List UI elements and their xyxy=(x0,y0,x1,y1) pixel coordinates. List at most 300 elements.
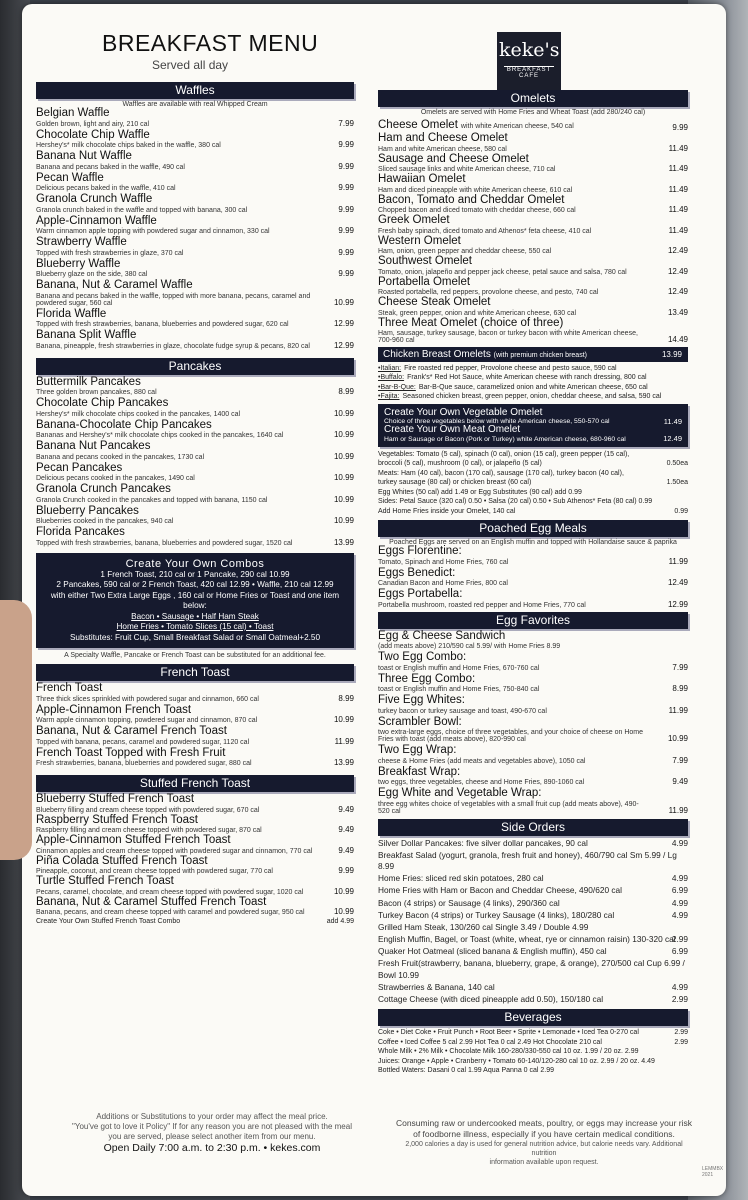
item-desc: Topped with fresh strawberries in glaze, 370 cal xyxy=(36,249,184,257)
item-name: Granola Crunch Waffle xyxy=(36,193,153,205)
chicken-kind: •Bar-B-Que: xyxy=(378,383,416,391)
chicken-line xyxy=(378,364,688,373)
menu-item xyxy=(378,215,688,235)
menu-subtitle: Served all day xyxy=(152,58,229,72)
menu-item xyxy=(378,674,688,694)
menu-item xyxy=(36,173,354,193)
combos-line: Bacon • Sausage • Half Ham Steak xyxy=(131,611,259,621)
item-desc: Blueberry glaze on the side, 380 cal xyxy=(36,271,148,278)
line-text: Whole Milk • 2% Milk • Chocolate Milk 160-280/330-550 cal 10 oz. 1.99 / 20 oz. 2.99 xyxy=(378,1048,639,1056)
item-desc: Topped with fresh strawberries, banana, blueberries and powdered sugar, 1520 cal xyxy=(36,539,293,547)
item-name: Banana-Chocolate Chip Pancakes xyxy=(36,418,212,431)
item-name: Eggs Portabella: xyxy=(378,588,463,601)
menu-item xyxy=(378,589,688,609)
line-price: 4.99 xyxy=(671,837,688,848)
waffles-note: Waffles are available with real Whipped Cream xyxy=(122,101,268,108)
item-name: Two Egg Combo: xyxy=(378,651,467,664)
item-price: 9.99 xyxy=(672,123,688,132)
item-desc: Warm cinnamon apple topping with powdered sugar and cinnamon, 330 cal xyxy=(36,228,270,235)
item-price: 12.49 xyxy=(667,578,688,588)
item-price: 10.99 xyxy=(667,734,688,744)
hand xyxy=(0,600,32,860)
combos-line: Home Fries • Tomato Slices (15 cal) • Toast xyxy=(116,622,274,631)
list-line xyxy=(378,910,688,921)
item-desc: Golden brown, light and airy, 210 cal xyxy=(36,120,150,128)
item-name: Strawberry Waffle xyxy=(36,236,127,248)
list-line xyxy=(378,450,688,459)
item-desc: turkey bacon or turkey sausage and toast, 490-670 cal xyxy=(378,707,547,715)
item-price: 11.49 xyxy=(668,205,688,214)
item-desc: Sliced sausage links and white American cheese, 710 cal xyxy=(378,166,556,173)
item-name: Banana, Nut & Caramel Waffle xyxy=(36,279,193,291)
menu-title: BREAKFAST MENU xyxy=(102,30,319,56)
item-name: Western Omelet xyxy=(378,234,461,247)
menu-item xyxy=(36,815,354,835)
item-name: Blueberry Stuffed French Toast xyxy=(36,793,195,805)
item-desc: Granola Crunch cooked in the pancakes and topped with banana, 1150 cal xyxy=(36,496,268,504)
line-text: Egg Whites (50 cal) add 1.49 or Egg Substitutes (90 cal) add 0.99 xyxy=(378,488,582,496)
logo-subtitle: BREAKFAST CAFE xyxy=(504,66,554,79)
item-price: 11.49 xyxy=(668,164,688,173)
item-desc: Banana, pecans, and cream cheese topped with caramel and powdered sugar, 950 cal xyxy=(36,909,305,916)
item-name: Breakfast Wrap: xyxy=(378,765,461,778)
menu-item xyxy=(36,259,354,279)
item-desc: Ham and white American cheese, 580 cal xyxy=(378,145,507,153)
item-price: 10.99 xyxy=(333,430,354,439)
list-line xyxy=(378,982,688,993)
chicken-line xyxy=(378,383,688,392)
item-price: 9.99 xyxy=(338,161,354,171)
menu-item xyxy=(36,856,354,876)
list-line xyxy=(378,994,688,1005)
menu-item xyxy=(378,195,688,215)
line-text: Grilled Ham Steak, 130/260 cal Single 3.49 / Double 4.99 xyxy=(378,921,589,932)
line-text: Silver Dollar Pancakes: five silver dollar pancakes, 90 cal xyxy=(378,837,588,848)
list-line xyxy=(378,507,688,516)
menu-item xyxy=(36,506,354,526)
menu-item xyxy=(378,277,688,297)
create-omelet-desc: Ham or Sausage or Bacon (Pork or Turkey) white American cheese, 680-960 cal xyxy=(384,435,626,443)
line-price: 6.99 xyxy=(671,885,688,896)
item-price: 10.99 xyxy=(333,886,354,896)
item-name: Egg White and Vegetable Wrap: xyxy=(378,787,542,800)
item-name: Egg & Cheese Sandwich xyxy=(378,629,506,642)
item-desc: two extra-large eggs, choice of three vegetables, and your choice of cheese on Home Fries with toast (add meats above), 820-990 cal xyxy=(378,729,643,744)
item-desc: Bananas and Hershey's* milk chocolate chips cooked in the pancakes, 1640 cal xyxy=(36,432,284,439)
item-desc: Cinnamon apples and cream cheese topped with powdered sugar and cinnamon, 770 cal xyxy=(36,847,313,855)
item-desc: Hershey's* milk chocolate chips baked in the waffle, 380 cal xyxy=(36,142,221,149)
line-text: Home Fries with Ham or Bacon and Cheddar Cheese, 490/620 cal xyxy=(378,885,622,896)
list-line xyxy=(378,898,688,909)
item-desc: toast or English muffin and Home Fries, 750-840 cal xyxy=(378,686,540,694)
menu-item xyxy=(36,484,354,504)
item-desc: Roasted portabella, red peppers, provolone cheese, and pesto, 740 cal xyxy=(378,289,599,296)
section-header-french-toast: French Toast xyxy=(36,664,354,681)
line-text: turkey sausage (80 cal) or chicken breast (60 cal) xyxy=(378,479,532,487)
create-omelet-desc: Choice of three vegetables below with white American cheese, 550-570 cal xyxy=(384,418,610,426)
list-line xyxy=(378,885,688,896)
item-price: 10.99 xyxy=(333,297,354,307)
line-text: Meats: Ham (40 cal), bacon (170 cal), sausage (170 cal), turkey bacon (40 cal), xyxy=(378,469,624,477)
item-price: 9.99 xyxy=(338,269,354,278)
item-name: French Toast Topped with Fresh Fruit xyxy=(36,746,226,759)
menu-item xyxy=(36,130,354,150)
list-line xyxy=(378,1038,688,1047)
line-price: 2.99 xyxy=(671,994,688,1004)
list-line xyxy=(378,958,688,980)
menu-item xyxy=(378,297,688,317)
item-desc: (add meats above) 210/590 cal 5.99/ with Home Fries 8.99 xyxy=(378,643,561,651)
item-desc: Delicious pecans cooked in the pancakes, 1490 cal xyxy=(36,475,195,482)
chicken-desc: Frank's* Red Hot Sauce, white American cheese with ranch dressing, 800 cal xyxy=(407,374,647,382)
kekes-logo xyxy=(497,32,561,90)
line-price: 1.50ea xyxy=(666,479,688,487)
item-name: Pecan Pancakes xyxy=(36,461,123,474)
menu-item xyxy=(378,745,688,765)
chicken-desc: Bar-B-Que sauce, caramelized onion and white American cheese, 650 cal xyxy=(418,383,648,391)
line-text: Sides: Petal Sauce (320 cal) 0.50 • Salsa (20 cal) 0.50 • Sub Athenos* Feta (80 cal) 0.99 xyxy=(378,498,653,506)
item-desc: toast or English muffin and Home Fries, 670-760 cal xyxy=(378,664,540,672)
item-price: 11.99 xyxy=(668,556,688,566)
menu-item xyxy=(36,237,354,257)
footer-left xyxy=(62,1112,362,1155)
combos-line: 2 Pancakes, 590 cal or 2 French Toast, 420 cal 12.99 • Waffle, 210 cal 12.99 xyxy=(56,580,334,589)
section-header-side-orders: Side Orders xyxy=(378,819,688,836)
menu-item xyxy=(36,748,354,768)
chicken-kind: •Buffalo: xyxy=(378,374,405,382)
menu-item xyxy=(378,256,688,276)
chicken-line xyxy=(378,392,688,401)
menu-item xyxy=(36,420,354,440)
line-text: English Muffin, Bagel, or Toast (white, wheat, rye or cinnamon raisin) 130-320 cal xyxy=(378,934,676,945)
menu-item xyxy=(36,463,354,483)
item-price: 9.99 xyxy=(338,183,354,192)
list-line xyxy=(378,488,688,497)
line-text: Coke • Diet Coke • Fruit Punch • Root Beer • Sprite • Lemonade • Iced Tea 0-270 cal xyxy=(378,1029,639,1037)
combos-box xyxy=(36,553,354,649)
item-desc: Three thick slices sprinkled with powdered sugar and cinnamon, 660 cal xyxy=(36,695,259,703)
menu-item xyxy=(36,108,354,128)
item-price: 11.49 xyxy=(668,143,688,153)
line-text: Vegetables: Tomato (5 cal), spinach (0 cal), onion (15 cal), green pepper (15 cal), xyxy=(378,451,630,458)
combos-note: A Specialty Waffle, Pancake or French Toast can be substituted for an additional fee. xyxy=(64,652,326,659)
menu-item xyxy=(378,568,688,588)
item-desc: cheese & Home Fries (add meats and vegetables above), 1050 cal xyxy=(378,757,586,765)
item-name: Three Meat Omelet (choice of three) xyxy=(378,316,564,329)
item-price: 9.49 xyxy=(672,777,688,787)
item-price: 8.99 xyxy=(338,387,354,396)
menu-item xyxy=(378,652,688,672)
combos-line: with either Two Extra Large Eggs , 160 cal or Home Fries or Toast and one item below: xyxy=(50,590,340,610)
item-price: 11.99 xyxy=(668,705,688,715)
item-price: 13.99 xyxy=(333,758,354,767)
item-price: 12.49 xyxy=(667,266,688,276)
list-line xyxy=(378,478,688,487)
footer-right-line: 2,000 calories a day is used for general nutrition advice, but calorie needs vary. Additional nutrition xyxy=(405,1141,683,1158)
chicken-desc: Seasoned chicken breast, green pepper, onion, cheddar cheese, and salsa, 590 cal xyxy=(402,393,662,401)
item-desc: Ham, onion, green pepper and cheddar cheese, 550 cal xyxy=(378,248,552,255)
item-name: Bacon, Tomato and Cheddar Omelet xyxy=(378,193,565,206)
menu-item xyxy=(378,116,688,132)
item-price: 11.49 xyxy=(668,225,688,235)
item-price: 12.49 xyxy=(667,246,688,255)
create-omelet-name: Create Your Own Meat Omelet xyxy=(384,424,521,436)
line-text: Coffee • Iced Coffee 5 cal 2.99 Hot Tea 0 cal 2.49 Hot Chocolate 210 cal xyxy=(378,1038,602,1046)
chicken-title: Chicken Breast Omelets xyxy=(383,349,491,360)
item-price: 9.49 xyxy=(338,825,354,834)
section-header-waffles: Waffles xyxy=(36,82,354,99)
item-name: Eggs Benedict: xyxy=(378,566,456,579)
menu-item xyxy=(36,726,354,746)
line-text: Juices: Orange • Apple • Cranberry • Tomato 60-140/120-280 cal 10 oz. 2.99 / 20 oz. 4.49 xyxy=(378,1057,655,1065)
footer-left-line: Additions or Substitutions to your order may affect the meal price. xyxy=(96,1112,328,1121)
create-omelet-name: Create Your Own Vegetable Omelet xyxy=(384,406,543,418)
right-column xyxy=(378,90,688,1075)
item-name: Southwest Omelet xyxy=(378,255,472,267)
omelets-list xyxy=(378,116,688,344)
menu-item xyxy=(36,527,354,547)
line-text: Add Home Fries inside your Omelet, 140 cal xyxy=(378,507,516,515)
item-desc: Chopped bacon and diced tomato with cheddar cheese, 660 cal xyxy=(378,207,576,214)
item-price: 9.49 xyxy=(338,845,354,855)
item-desc: Banana and pecans baked in the waffle, 490 cal xyxy=(36,163,185,171)
list-line xyxy=(378,1028,688,1037)
item-price: 9.99 xyxy=(338,140,354,149)
line-text: Cottage Cheese (with diced pineapple add 0.50), 150/180 cal xyxy=(378,994,604,1004)
item-name: Three Egg Combo: xyxy=(378,672,476,685)
item-desc: Tomato, Spinach and Home Fries, 760 cal xyxy=(378,558,509,566)
menu-item xyxy=(378,318,688,345)
list-line xyxy=(378,873,688,884)
poached-note: Poached Eggs are served on an English muffin and topped with Hollandaise sauce & paprika xyxy=(389,539,677,547)
menu-code: LEMMBX 2021 xyxy=(702,1166,724,1178)
create-omelet-row xyxy=(384,425,682,443)
menu-item xyxy=(36,398,354,418)
item-name: Apple-Cinnamon Stuffed French Toast xyxy=(36,834,231,846)
line-text: Strawberries & Banana, 140 cal xyxy=(378,981,495,992)
item-price: 10.99 xyxy=(333,516,354,525)
line-text: Bacon (4 strips) or Sausage (4 links), 290/360 cal xyxy=(378,897,560,908)
section-header-poached: Poached Egg Meals xyxy=(378,520,688,537)
chicken-kind: •Fajita: xyxy=(378,393,400,401)
chicken-line xyxy=(378,373,688,382)
item-price: 12.99 xyxy=(667,599,688,609)
item-desc: three egg whites choice of vegetables with a small fruit cup (add meats above), 490-520 cal xyxy=(378,800,639,815)
stuffed-combo-price: add 4.99 xyxy=(326,918,354,925)
item-price: 9.99 xyxy=(338,866,354,875)
item-price: 7.99 xyxy=(672,755,688,765)
section-header-stuffed-french-toast: Stuffed French Toast xyxy=(36,775,354,792)
item-name: Scrambler Bowl: xyxy=(378,715,462,728)
menu-item xyxy=(36,705,354,725)
item-name: Blueberry Pancakes xyxy=(36,504,139,517)
chicken-list xyxy=(378,364,688,402)
list-line xyxy=(378,946,688,957)
line-text: Quaker Hot Oatmeal (sliced banana & English muffin), 450 cal xyxy=(378,946,607,957)
list-line xyxy=(378,922,688,933)
create-omelet-row xyxy=(384,408,682,426)
line-price: 4.99 xyxy=(671,873,688,884)
item-desc: Ham, sausage, turkey sausage, bacon or turkey bacon with white American cheese, 700-960 cal xyxy=(378,330,638,344)
item-name: Sausage and Cheese Omelet xyxy=(378,152,529,165)
logo-name: keke's xyxy=(499,39,560,61)
menu-item xyxy=(36,683,354,703)
combos-line: Substitutes: Fruit Cup, Small Breakfast Salad or Small Oatmeal+2.50 xyxy=(69,632,321,642)
item-name: French Toast xyxy=(36,682,103,694)
list-line xyxy=(378,459,688,468)
item-price: 11.99 xyxy=(668,805,688,815)
menu-item xyxy=(36,441,354,461)
chicken-price: 13.99 xyxy=(661,350,682,359)
menu-item xyxy=(36,377,354,397)
menu-item xyxy=(378,695,688,715)
item-price: 10.99 xyxy=(333,494,354,504)
footer-right xyxy=(394,1118,694,1167)
item-desc: Banana, pineapple, fresh strawberries in glaze, chocolate fudge syrup & pecans, 820 cal xyxy=(36,342,310,350)
item-name: Eggs Florentine: xyxy=(378,545,462,558)
create-omelet-price: 12.49 xyxy=(663,434,682,444)
list-line xyxy=(378,850,688,872)
menu-item xyxy=(36,330,354,350)
item-name: Pecan Waffle xyxy=(36,171,104,184)
chicken-subtitle: (with premium chicken breast) xyxy=(493,352,587,359)
section-header-omelets: Omelets xyxy=(378,90,688,107)
item-price: 12.49 xyxy=(667,287,688,296)
menu-item xyxy=(378,546,688,566)
stuffed-combo-line xyxy=(36,917,354,926)
beverages-list xyxy=(378,1028,688,1075)
item-price: 10.99 xyxy=(333,451,354,461)
item-price: 9.99 xyxy=(338,247,354,257)
item-desc: Steak, green pepper, onion and white American cheese, 630 cal xyxy=(378,309,577,317)
item-price: 14.49 xyxy=(667,335,688,344)
footer-left-line: you are served, please select another item from our menu. xyxy=(108,1132,316,1141)
item-name: Chocolate Chip Pancakes xyxy=(36,397,169,409)
menu-item xyxy=(36,151,354,171)
section-header-pancakes: Pancakes xyxy=(36,358,354,375)
item-price: 11.49 xyxy=(668,184,688,194)
item-price: 10.99 xyxy=(333,715,354,724)
footer-right-line: information available upon request. xyxy=(489,1159,599,1167)
item-desc: Pineapple, coconut, and cream cheese topped with powdered sugar, 770 cal xyxy=(36,868,273,875)
line-text: Home Fries: sliced red skin potatoes, 280 cal xyxy=(378,873,544,884)
item-name: Florida Pancakes xyxy=(36,526,125,538)
item-name: Piña Colada Stuffed French Toast xyxy=(36,854,208,867)
item-desc: Banana and pecans cooked in the pancakes, 1730 cal xyxy=(36,453,205,461)
menu-item xyxy=(36,876,354,896)
item-name: Blueberry Waffle xyxy=(36,257,121,270)
item-price: 10.99 xyxy=(333,907,354,916)
create-omelet-box xyxy=(378,404,688,447)
line-price: 4.99 xyxy=(671,897,688,908)
list-line xyxy=(378,838,688,849)
stuffed-combo-label: Create Your Own Stuffed French Toast Combo xyxy=(36,918,181,925)
item-name: Five Egg Whites: xyxy=(378,694,465,707)
waffles-list xyxy=(36,108,354,350)
item-desc: Tomato, onion, jalapeño and pepper jack cheese, petal sauce and salsa, 780 cal xyxy=(378,268,627,276)
footer-right-line: Consuming raw or undercooked meats, poultry, or eggs may increase your risk xyxy=(395,1118,693,1128)
menu-item xyxy=(378,154,688,174)
item-desc: Blueberry filling and cream cheese topped with powdered sugar, 670 cal xyxy=(36,806,260,814)
item-desc: Pecans, caramel, chocolate, and cream cheese topped with powdered sugar, 1020 cal xyxy=(36,888,304,896)
list-line xyxy=(378,469,688,478)
item-desc: Fresh strawberries, banana, blueberries and powdered sugar, 880 cal xyxy=(36,760,252,767)
item-name: Banana Split Waffle xyxy=(36,329,137,341)
item-name: Banana, Nut & Caramel French Toast xyxy=(36,725,227,737)
item-name: Belgian Waffle xyxy=(36,107,110,119)
list-line xyxy=(378,497,688,506)
opening-hours: Open Daily 7:00 a.m. to 2:30 p.m. • kekes.com xyxy=(103,1142,321,1154)
line-price: 2.99 xyxy=(674,1038,688,1046)
list-line xyxy=(378,1066,688,1075)
item-price: 9.49 xyxy=(338,804,354,814)
item-price: 12.99 xyxy=(333,340,354,350)
item-name: Two Egg Wrap: xyxy=(378,744,457,757)
list-line xyxy=(378,1057,688,1066)
chicken-desc: Fire roasted red pepper, Provolone cheese and pesto sauce, 590 cal xyxy=(404,365,617,372)
omelets-note: Omelets are served with Home Fries and Wheat Toast (add 280/240 cal) xyxy=(420,109,646,116)
sides-list xyxy=(378,838,688,1006)
combos-title: Create Your Own Combos xyxy=(125,557,265,570)
item-name: Apple-Cinnamon French Toast xyxy=(36,703,192,716)
section-header-beverages: Beverages xyxy=(378,1009,688,1026)
item-price: 8.99 xyxy=(338,693,354,703)
item-price: 7.99 xyxy=(672,662,688,672)
menu-item xyxy=(36,309,354,329)
line-text: Turkey Bacon (4 strips) or Turkey Sausage (4 links), 180/280 cal xyxy=(378,909,615,920)
item-desc: Banana and pecans baked in the waffle, topped with more banana, pecans, caramel and powdered sugar, 560 cal xyxy=(36,292,311,307)
item-name: Banana, Nut & Caramel Stuffed French Toast xyxy=(36,895,267,908)
footer-left-line: "You've got to love it Policy" If for any reason you are not pleased with the meal xyxy=(72,1122,352,1131)
item-price: 9.99 xyxy=(338,226,354,235)
line-price: 6.99 xyxy=(671,946,688,957)
line-price: 2.99 xyxy=(671,934,688,945)
item-price: 12.99 xyxy=(333,319,354,328)
item-price: 11.99 xyxy=(334,736,354,746)
menu-item xyxy=(36,216,354,236)
chicken-kind: •Italian: xyxy=(378,365,402,372)
item-name: Cheese Omelet xyxy=(378,119,458,131)
item-desc: with white American cheese, 540 cal xyxy=(460,123,574,130)
item-price: 9.99 xyxy=(338,204,354,214)
menu-item xyxy=(36,194,354,214)
pancakes-list xyxy=(36,377,354,547)
item-desc: Topped with fresh strawberries, banana, blueberries and powdered sugar, 620 cal xyxy=(36,321,289,328)
line-price: 4.99 xyxy=(671,981,688,992)
favorites-list xyxy=(378,631,688,815)
item-price: 13.49 xyxy=(667,307,688,317)
menu-item xyxy=(36,794,354,814)
item-name: Turtle Stuffed French Toast xyxy=(36,875,174,887)
menu-sheet xyxy=(22,4,726,1196)
menu-item xyxy=(378,631,688,651)
footer-right-line: of foodborne illness, especially if you have certain medical conditions. xyxy=(413,1129,675,1140)
item-price: 7.99 xyxy=(338,118,354,128)
item-desc: Canadian Bacon and Home Fries, 800 cal xyxy=(378,580,508,588)
item-desc: two eggs, three vegetables, cheese and Home Fries, 890-1060 cal xyxy=(378,779,585,787)
omelet-extras xyxy=(378,450,688,516)
french-toast-list xyxy=(36,683,354,767)
item-name: Apple-Cinnamon Waffle xyxy=(36,214,157,227)
menu-item xyxy=(378,788,688,815)
item-desc: Warm apple cinnamon topping, powdered sugar and cinnamon, 870 cal xyxy=(36,717,258,724)
item-name: Banana Nut Pancakes xyxy=(36,440,151,452)
item-name: Buttermilk Pancakes xyxy=(36,375,141,388)
line-text: Bottled Waters: Dasani 0 cal 1.99 Aqua Panna 0 cal 2.99 xyxy=(378,1066,555,1074)
item-name: Greek Omelet xyxy=(378,214,450,226)
item-name: Raspberry Stuffed French Toast xyxy=(36,813,198,826)
line-price: 4.99 xyxy=(671,909,688,920)
